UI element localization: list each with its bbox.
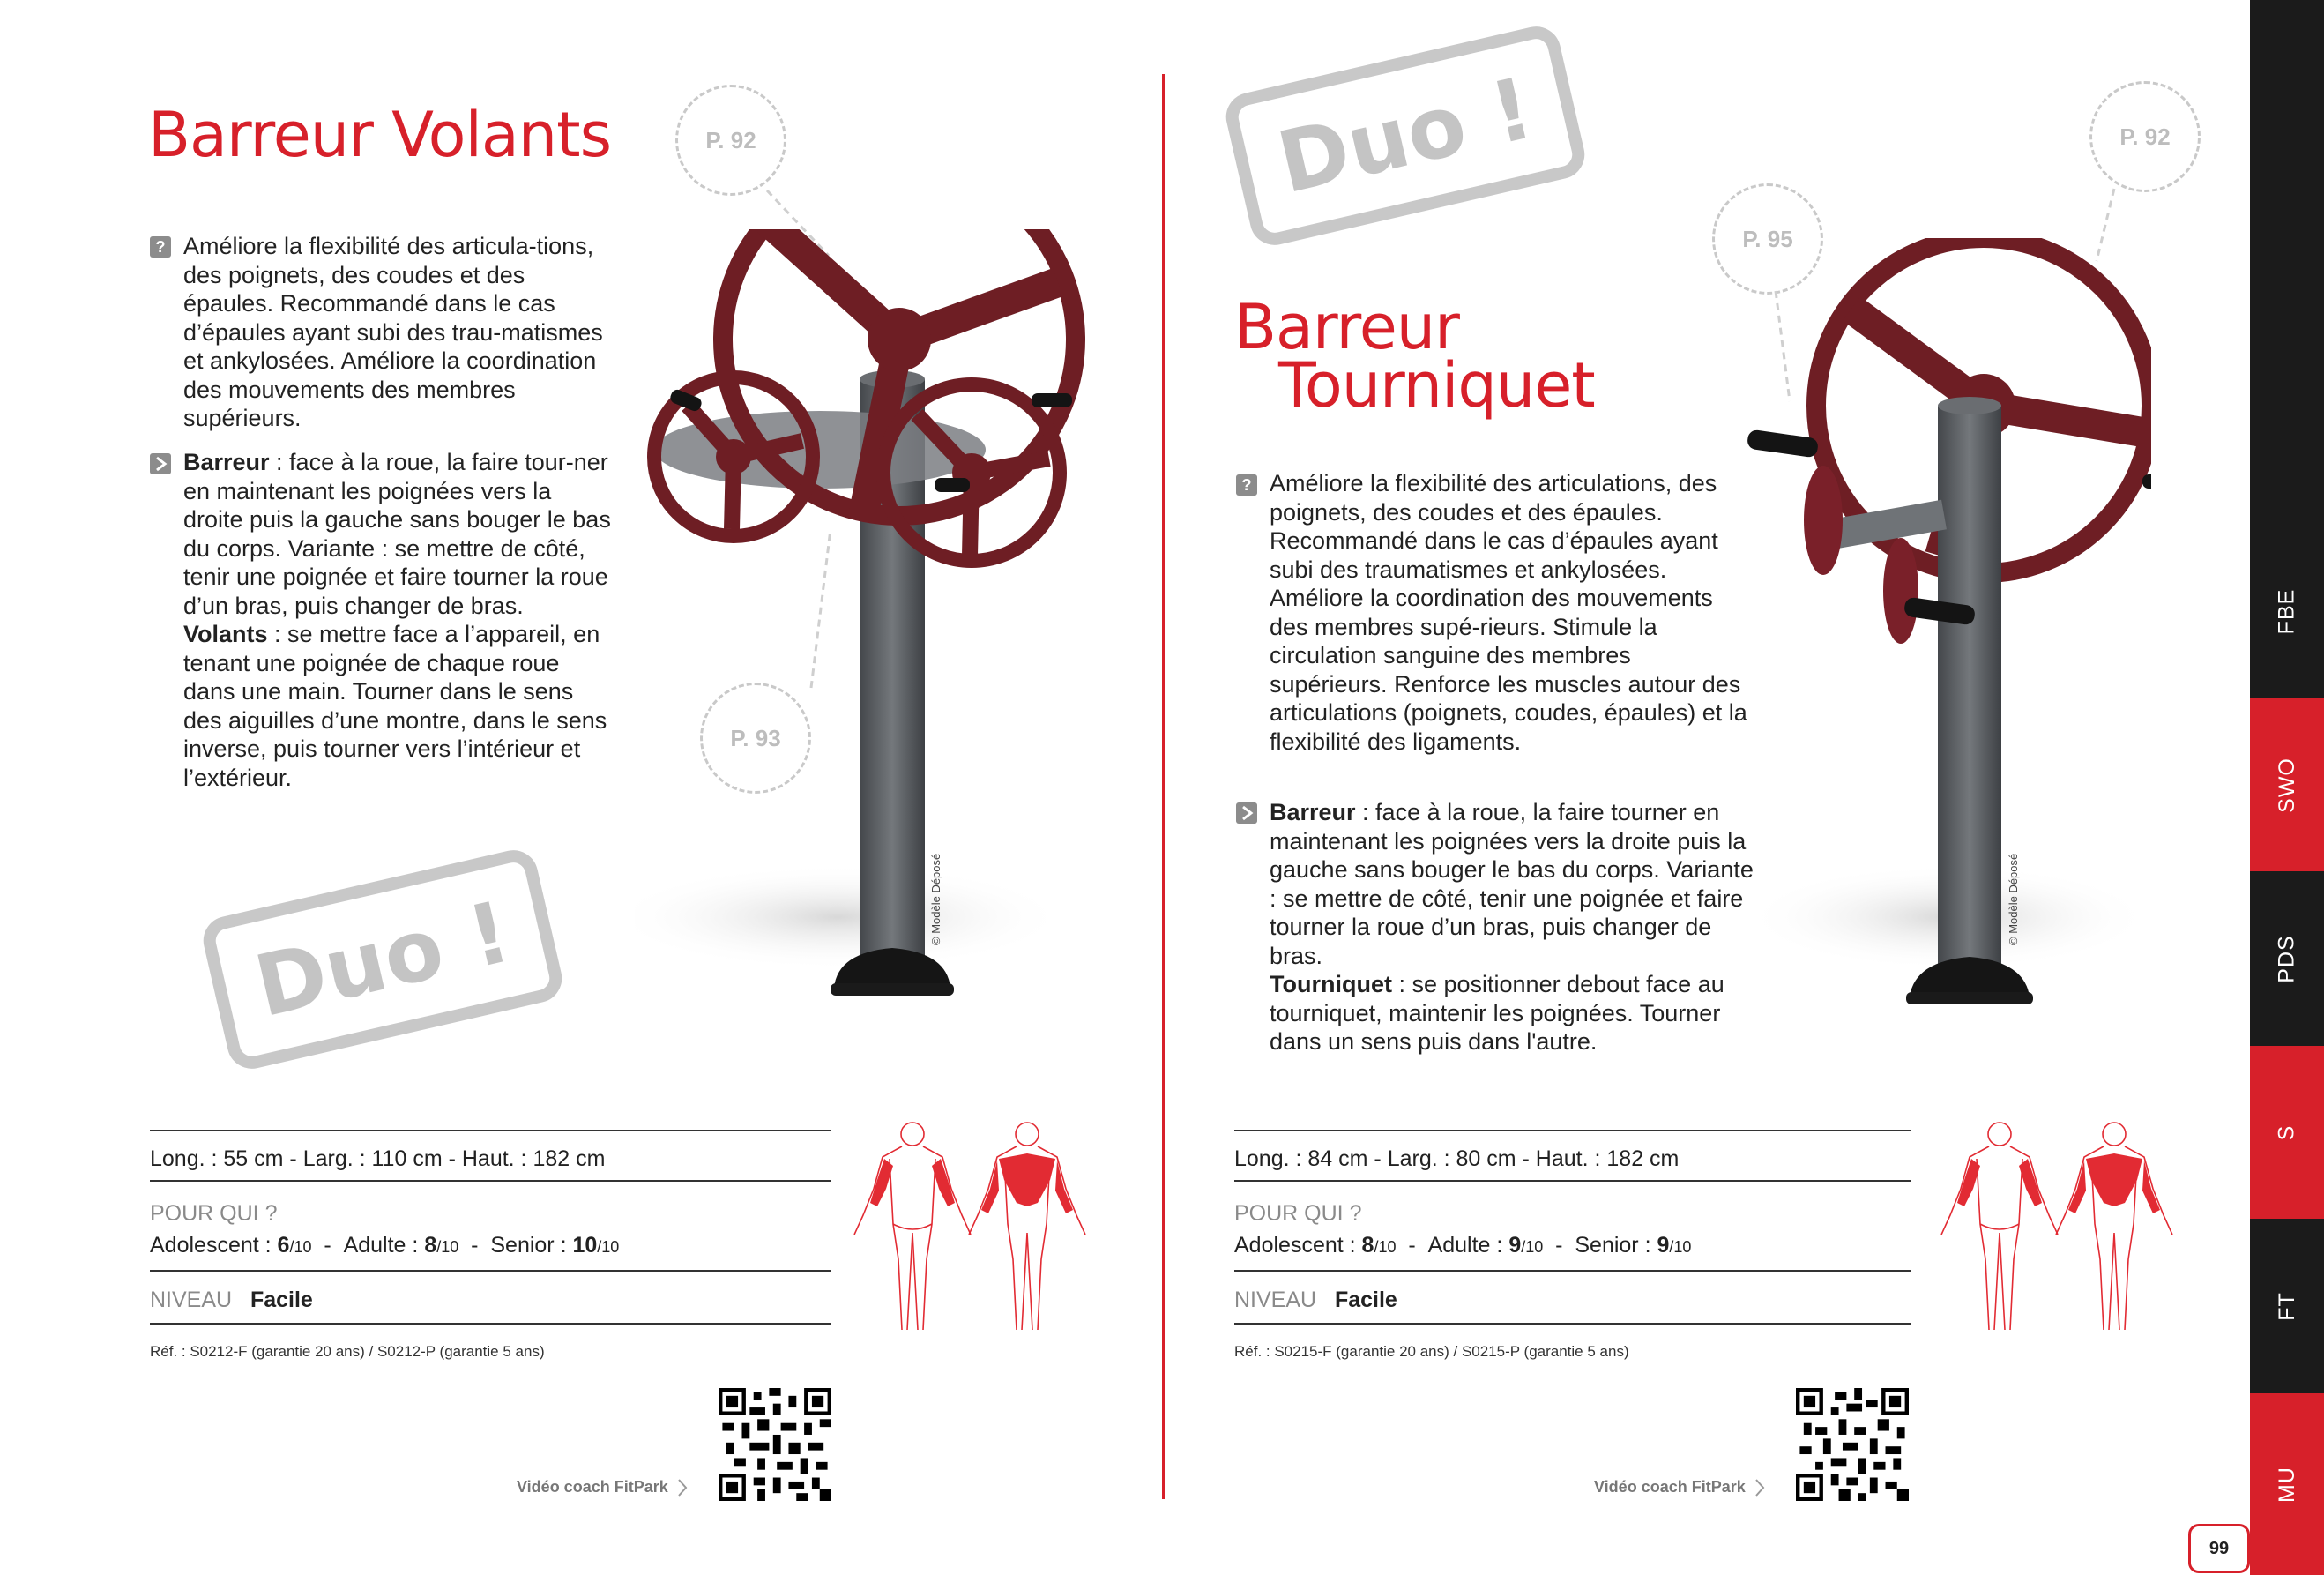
divider — [1234, 1180, 1911, 1182]
usage-barreur-text: : face à la roue, la faire tourner en maintenant les poignées vers la droite puis la gauche sans bouger le bas du corps. Variante : se mettre de côté, tenir une poignée et faire tourner la roue d’un bras, puis changer de bras. — [1270, 799, 1754, 969]
duo-stamp: Duo ! — [198, 846, 567, 1074]
duo-stamp: Duo ! — [1221, 22, 1590, 250]
chevron-right-icon — [676, 1478, 689, 1497]
qr-code-icon[interactable] — [719, 1388, 831, 1501]
divider — [150, 1130, 831, 1131]
qr-code-icon[interactable] — [1796, 1388, 1909, 1501]
niveau: NIVEAU Facile — [1234, 1288, 1397, 1312]
left-usage — [183, 448, 612, 792]
copyright-text: © Modèle Déposé — [929, 853, 942, 945]
page-ref-circle[interactable]: P. 92 — [675, 85, 786, 196]
divider — [1234, 1270, 1911, 1272]
age-ratings: Adolescent : 8/10 - Adulte : 9/10 - Senior : 9/10 — [1234, 1233, 1692, 1258]
divider — [1234, 1130, 1911, 1131]
video-coach-link[interactable]: Vidéo coach FitPark — [517, 1478, 689, 1497]
divider — [1234, 1323, 1911, 1325]
muscle-diagram-icon — [1938, 1118, 2176, 1339]
niveau: NIVEAU Facile — [150, 1288, 313, 1312]
page-number: 99 — [2188, 1524, 2250, 1573]
right-title-line1: Barreur — [1234, 291, 1459, 363]
tab-ft[interactable]: FT — [2250, 1220, 2324, 1392]
divider — [150, 1270, 831, 1272]
dimensions: Long. : 55 cm - Larg. : 110 cm - Haut. : 182 cm — [150, 1146, 606, 1171]
right-title-line2: Tourniquet — [1278, 349, 1595, 422]
question-icon: ? — [150, 236, 171, 258]
usage-barreur-text: : face à la roue, la faire tour-ner en maintenant les poignées vers la droite puis la gauche sans bouger le bas du corps. Variante : se mettre de côté, tenir une poignée et faire tourner la roue d’un bras, puis changer de bras. — [183, 449, 611, 619]
divider — [150, 1180, 831, 1182]
center-divider — [1162, 74, 1165, 1499]
tab-fbe[interactable]: FBE — [2250, 525, 2324, 698]
page-ref-circle[interactable]: P. 92 — [2089, 81, 2201, 192]
page-ref-circle[interactable]: P. 93 — [700, 683, 811, 794]
usage-tourniquet-text: : se positionner debout face au tourniquet, maintenir les poignées. Tourner dans un sens puis dans l'autre. — [1270, 971, 1724, 1055]
question-icon: ? — [1236, 474, 1257, 496]
age-ratings: Adolescent : 6/10 - Adulte : 8/10 - Senior : 10/10 — [150, 1233, 620, 1258]
tab-swo[interactable]: SWO — [2250, 698, 2324, 871]
pour-qui-label: POUR QUI ? — [1234, 1201, 1362, 1226]
pour-qui-label: POUR QUI ? — [150, 1201, 278, 1226]
left-description: Améliore la flexibilité des articula-tions, des poignets, des coudes et des épaules. Recommandé dans le cas d’épaules ayant subi des trau-matismes et ankylosées. Améliore la coordination des mouvements des membres supérieurs. — [183, 233, 603, 431]
usage-volants-text: : se mettre face a l’appareil, en tenant une poignée de chaque roue dans une main. Tourner dans le sens des aiguilles d’une montre, dans le sens inverse, puis tourner vers l’intérieur et l’extérieur. — [183, 621, 607, 791]
video-coach-link[interactable]: Vidéo coach FitPark — [1594, 1478, 1766, 1497]
usage-volants-title: Volants — [183, 621, 268, 647]
usage-barreur-title: Barreur — [183, 449, 270, 475]
product-image-barreur-volants — [635, 229, 1128, 1041]
arrow-right-icon — [1236, 802, 1257, 824]
tab-s[interactable]: S — [2250, 1046, 2324, 1219]
muscle-diagram-icon — [851, 1118, 1089, 1339]
reference: Réf. : S0212-F (garantie 20 ans) / S0212-P (garantie 5 ans) — [150, 1343, 545, 1360]
reference: Réf. : S0215-F (garantie 20 ans) / S0215-P (garantie 5 ans) — [1234, 1343, 1629, 1360]
copyright-text: © Modèle Déposé — [2007, 853, 2020, 945]
product-image-barreur-tourniquet — [1728, 238, 2151, 1032]
usage-barreur-title: Barreur — [1270, 799, 1356, 825]
right-description: Améliore la flexibilité des articulations, des poignets, des coudes et des épaules. Recommandé dans le cas d’épaules ayant subi des traumatismes et ankylosées. Améliore la coordination des mouvements des membres supé-rieurs. Stimule la circulation sanguine des membres supérieurs. Renforce les muscles autour des articulations (poignets, coudes, épaules) et la flexibilité des ligaments. — [1270, 470, 1747, 755]
divider — [150, 1323, 831, 1325]
tab-mu[interactable]: MU — [2250, 1393, 2324, 1575]
left-title: Barreur Volants — [148, 99, 612, 171]
tab-pds[interactable]: PDS — [2250, 872, 2324, 1045]
chevron-right-icon — [1754, 1478, 1766, 1497]
dimensions: Long. : 84 cm - Larg. : 80 cm - Haut. : 182 cm — [1234, 1146, 1680, 1171]
usage-tourniquet-title: Tourniquet — [1270, 971, 1392, 997]
right-usage — [1270, 798, 1754, 1056]
arrow-right-icon — [150, 453, 171, 474]
page-ref-circle[interactable]: P. 95 — [1712, 183, 1823, 295]
